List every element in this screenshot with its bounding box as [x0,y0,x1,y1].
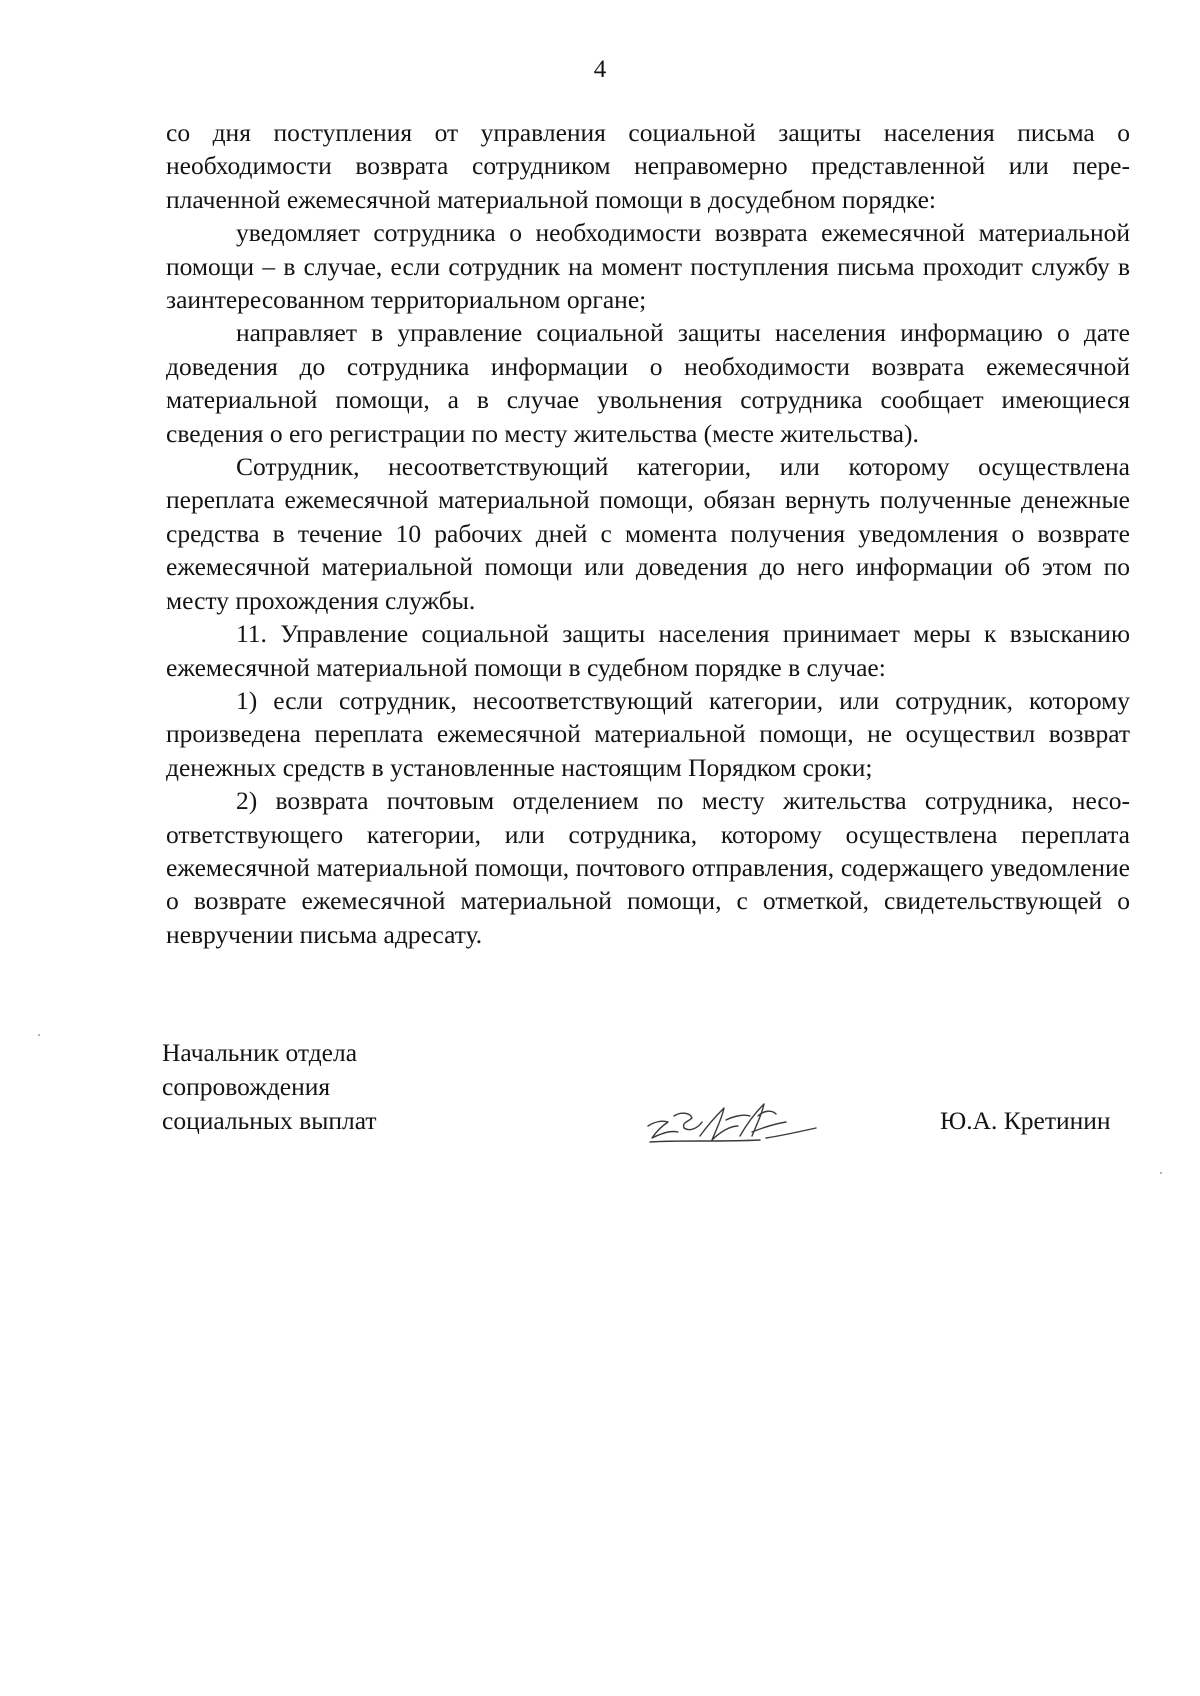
scan-speck-left [38,1034,40,1036]
paragraph-3: направляет в управление социальной защиты населения информацию о дате доведения до сотрудника информации о необходимости возврата ежемесячной материальной помощи, а в случае увольнения сотрудника сообщает имеющиеся сведения о его регистрации по месту жительства (месте жительства). [166,318,1130,448]
document-body [166,116,1130,951]
paragraph-2: уведомляет сотрудника о необходимости возврата ежемесячной материальной помощи – в случае, если сотрудник на момент поступления письма проходит службу в заинтересованном территориальном органе; [166,218,1130,315]
paragraph-1: со дня поступления от управления социальной защиты населения письма о необходимости возврата сотрудником неправомерно представленной или переплаченной ежемесячной материальной помощи в досудебном порядке: [166,118,1130,214]
signer-position [162,1036,377,1138]
scan-speck-right [1160,1172,1162,1174]
paragraph-6: 1) если сотрудник, несоответствующий категории, или сотрудник, которому произведена переплата ежемесячной материальной помощи, не осуществил возврат денежных средств в установленные настоящим Порядком сроки; [166,685,1130,782]
signer-position-line-3: социальных выплат [162,1106,377,1135]
paragraph-7: 2) возврата почтовым отделением по месту жительства сотрудника, несоответствующего категории, или сотрудника, которому осуществлена переплата ежемесячной материальной помощи, почтового отправления, содержащего уведомление о возврате ежемесячной материальной помощи, с отметкой, свидетельствующей о невручении письма адресату. [166,786,1130,949]
signer-name: Ю.А. Кретинин [940,1106,1111,1135]
paragraph-4: Сотрудник, несоответствующий категории, или которому осуществлена переплата ежемесячной материальной помощи, обязан вернуть полученные денежные средства в течение 10 рабочих дней с момента получения уведомления о возврате ежемесячной материальной помощи или доведения до него информации об этом по месту прохождения службы. [166,452,1130,615]
handwritten-signature-icon [640,1092,840,1152]
page-number: 4 [593,56,607,83]
paragraph-5: 11. Управление социальной защиты населения принимает меры к взысканию ежемесячной материальной помощи в судебном порядке в случае: [166,619,1130,682]
signer-position-line-2: сопровождения [162,1072,331,1101]
signer-position-line-1: Начальник отдела [162,1038,358,1067]
